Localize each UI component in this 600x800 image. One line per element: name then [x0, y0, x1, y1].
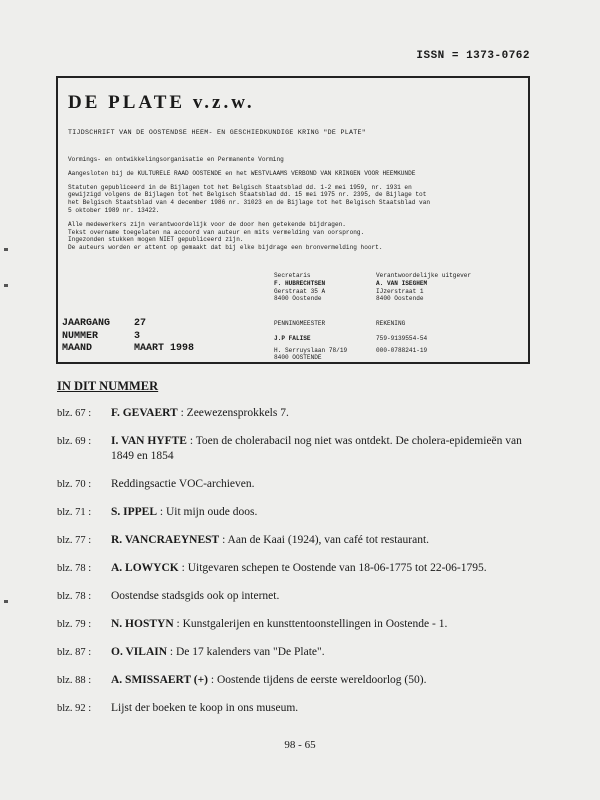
toc-title: De 17 kalenders van "De Plate".	[175, 646, 325, 658]
toc-page: blz. 67 :	[57, 408, 92, 419]
toc-entry	[57, 617, 547, 632]
intro-line: gewijzigd volgens de Bijlagen tot het Belgisch Staatsblad dd. 15 mei 1975 nr. 2395, de Bijlage tot	[68, 191, 427, 199]
toc-entry	[57, 645, 547, 660]
toc-entry	[57, 505, 547, 520]
issue-row-nummer	[62, 331, 194, 344]
toc-page: blz. 70 :	[57, 479, 92, 490]
toc-separator: :	[177, 407, 187, 419]
toc-title: Uitgevaren schepen te Oostende van 18-06-1775 tot 22-06-1795.	[187, 562, 487, 574]
intro-line: De auteurs worden er attent op gemaakt dat bij elke bijdrage een bronvermelding hoort.	[68, 244, 383, 252]
masthead-box	[56, 76, 530, 364]
toc-separator: :	[157, 506, 166, 518]
intro-line: Ingezonden stukken mogen NIET gepubliceerd zijn.	[68, 236, 244, 244]
toc-page: blz. 79 :	[57, 619, 92, 630]
scan-mark	[4, 600, 8, 603]
treasurer-contact	[274, 320, 347, 362]
toc-title: Zeewezensprokkels 7.	[186, 407, 289, 419]
toc-author: A. SMISSAERT (+)	[111, 674, 208, 686]
toc-title: Oostendse stadsgids ook op internet.	[111, 590, 280, 602]
toc-entry	[57, 406, 547, 421]
toc-entry	[57, 701, 547, 716]
toc-separator: :	[173, 618, 183, 630]
toc-entry	[57, 477, 547, 492]
toc-entry	[57, 434, 547, 464]
issue-row-maand	[62, 343, 194, 356]
scan-mark	[4, 284, 8, 287]
account-number: 759-9139554-54	[376, 334, 428, 342]
toc-author: I. VAN HYFTE	[111, 435, 187, 447]
contact-name: J.P FALISE	[274, 334, 311, 342]
issue-label: JAARGANG	[62, 318, 111, 329]
toc-author: F. GEVAERT	[111, 407, 178, 419]
issue-row-jaargang	[62, 318, 194, 331]
toc-title: Toen de cholerabacil nog niet was ontdekt. De cholera-epidemieën van 1849 en 1854	[111, 435, 522, 462]
intro-text	[68, 156, 430, 258]
contact-role: PENNINGMEESTER	[274, 320, 326, 327]
toc-page: blz. 78 :	[57, 563, 92, 574]
contact-city: 8400 Oostende	[376, 295, 424, 303]
intro-line: het Belgisch Staatsblad van 4 december 1986 nr. 31023 en de Bijlage tot het Belgisch Staatsblad van	[68, 199, 431, 207]
issue-value: 27	[134, 318, 147, 329]
intro-paragraph	[68, 170, 430, 178]
toc-entry	[57, 589, 547, 604]
bank-account	[376, 320, 427, 354]
page-number: 98 - 65	[284, 739, 316, 751]
contact-city: 8400 Oostende	[274, 295, 322, 303]
account-number: 000-0788241-19	[376, 346, 428, 354]
issue-info	[62, 318, 194, 356]
toc-entry	[57, 561, 547, 576]
intro-line: Tekst overname toegelaten na accoord van auteur en mits vermelding van oorsprong.	[68, 228, 365, 236]
contact-city: 8400 OOSTENDE	[274, 354, 322, 362]
toc-title: Aan de Kaai (1924), van café tot restaurant.	[227, 534, 430, 546]
toc-heading: IN DIT NUMMER	[57, 379, 159, 393]
toc-page: blz. 78 :	[57, 591, 92, 602]
contact-name: A. VAN ISEGHEM	[376, 279, 428, 287]
toc-author: A. LOWYCK	[111, 562, 179, 574]
contact-role: REKENING	[376, 320, 406, 327]
intro-line: Vormings- en ontwikkelingsorganisatie en Permanente Vorming	[68, 156, 284, 163]
contact-street: Gerstraat 35 A	[274, 287, 326, 295]
contact-name: F. HUBRECHTSEN	[274, 279, 326, 287]
toc-title: Kunstgalerijen en kunsttentoonstellingen in Oostende - 1.	[182, 618, 448, 630]
table-of-contents	[57, 406, 547, 729]
journal-subtitle: TIJDSCHRIFT VAN DE OOSTENDSE HEEM- EN GESCHIEDKUNDIGE KRING "DE PLATE"	[68, 129, 366, 136]
toc-title: Lijst der boeken te koop in ons museum.	[111, 702, 299, 714]
contact-street: IJzerstraat 1	[376, 287, 424, 295]
intro-paragraph	[68, 184, 430, 215]
contact-role: Secretaris	[274, 272, 311, 279]
issue-value: MAART 1998	[134, 343, 195, 354]
toc-page: blz. 71 :	[57, 507, 92, 518]
issue-label: MAAND	[62, 343, 93, 354]
toc-page: blz. 88 :	[57, 675, 92, 686]
contact-street: H. Serruyslaan 78/19	[274, 346, 348, 354]
intro-paragraph	[68, 156, 430, 164]
toc-separator: :	[167, 646, 176, 658]
toc-separator: :	[219, 534, 228, 546]
issn-number: ISSN = 1373-0762	[416, 50, 530, 62]
toc-title: Uit mijn oude doos.	[165, 506, 258, 518]
toc-page: blz. 92 :	[57, 703, 92, 714]
journal-title: DE PLATE v.z.w.	[68, 92, 255, 113]
intro-line: Alle medewerkers zijn verantwoordelijk voor de door hen getekende bijdragen.	[68, 220, 346, 228]
toc-separator: :	[178, 562, 188, 574]
intro-line: 5 oktober 1989 nr. 13422.	[68, 206, 160, 214]
intro-paragraph	[68, 221, 430, 252]
toc-author: O. VILAIN	[111, 646, 168, 658]
toc-separator: :	[208, 674, 217, 686]
intro-line: Statuten gepubliceerd in de Bijlagen tot het Belgisch Staatsblad dd. 1-2 mei 1959, nr. 1931 en	[68, 183, 412, 191]
toc-title: Reddingsactie VOC-archieven.	[111, 478, 255, 490]
toc-entry	[57, 533, 547, 548]
publisher-contact	[376, 272, 471, 303]
toc-page: blz. 69 :	[57, 436, 92, 447]
contact-role: Verantwoordelijke uitgever	[376, 272, 472, 279]
scan-mark	[4, 248, 8, 251]
intro-line: Aangesloten bij de KULTURELE RAAD OOSTENDE en het WESTVLAAMS VERBOND VAN KRINGEN VOOR HEEMKUNDE	[68, 169, 416, 177]
issue-label: NUMMER	[62, 330, 99, 342]
toc-title: Oostende tijdens de eerste wereldoorlog (50).	[216, 674, 427, 686]
toc-author: S. IPPEL	[111, 506, 158, 518]
toc-page: blz. 77 :	[57, 535, 92, 546]
toc-entry	[57, 673, 547, 688]
toc-separator: :	[186, 435, 196, 447]
issue-value: 3	[134, 330, 141, 342]
toc-page: blz. 87 :	[57, 647, 92, 658]
toc-author: R. VANCRAEYNEST	[111, 534, 220, 546]
toc-author: N. HOSTYN	[111, 618, 174, 630]
secretary-contact	[274, 272, 325, 303]
